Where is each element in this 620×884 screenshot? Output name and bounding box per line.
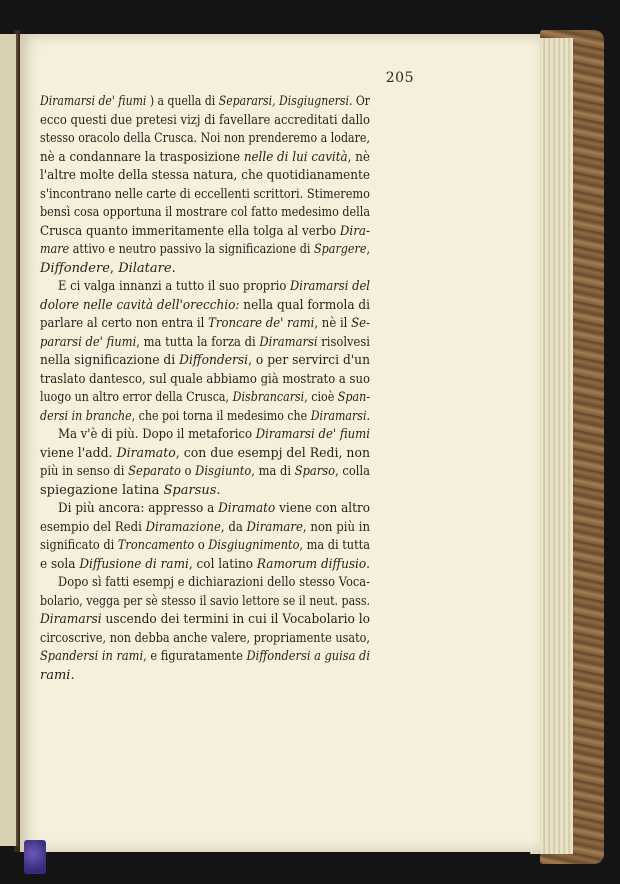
text-run: Crusca quanto immeritamente ella tolga al verbo — [40, 223, 340, 239]
text-run: . — [70, 667, 75, 683]
text-run: viene l'add. — [40, 445, 117, 461]
text-run: , o per servirci d'un — [248, 353, 370, 368]
text-run: , colla — [335, 464, 370, 479]
text-run: più in senso di — [40, 464, 129, 479]
italic-term: pararsi de' fiumi — [40, 334, 137, 350]
text-line — [40, 462, 370, 482]
text-line — [40, 555, 370, 575]
text-line — [40, 592, 370, 612]
text-run: ecco questi due pretesi vizj di favellare accreditati dallo — [40, 112, 370, 128]
text-run: , con due esempj del Redi, non — [175, 445, 370, 461]
text-run: . — [366, 408, 370, 424]
text-run: stesso oracolo della Crusca. Noi non prenderemo a lodare, — [40, 131, 370, 146]
text-run: circoscrive, non debba anche valere, propriamente usato, — [40, 630, 370, 646]
text-line — [40, 314, 370, 334]
text-run: attivo e neutro passivo la significazione di — [69, 242, 315, 257]
text-run: uscendo dei termini in cui il Vocabolario lo — [101, 612, 371, 627]
italic-term: Diffondersi a guisa di — [246, 649, 370, 664]
italic-term: Diramarsi — [310, 408, 367, 424]
text-run: E ci valga innanzi a tutto il suo proprio — [58, 279, 291, 294]
text-run: , e figuratamente — [143, 649, 247, 664]
text-line — [40, 647, 370, 667]
italic-term: Dilatare — [118, 260, 172, 276]
library-stamp — [24, 840, 46, 874]
text-line — [40, 629, 370, 649]
italic-term: Diramare — [246, 519, 303, 535]
text-line — [40, 240, 370, 260]
text-run: , nè — [347, 149, 370, 165]
text-line — [58, 573, 370, 593]
text-run: , ma di — [251, 464, 295, 479]
text-line — [40, 481, 221, 501]
text-run: luogo un altro error della Crusca, — [40, 390, 233, 405]
italic-term: Sparsus — [163, 482, 217, 498]
text-run: , nè il — [314, 316, 352, 331]
text-line — [40, 388, 370, 408]
text-line — [40, 333, 370, 353]
previous-page-edge — [0, 34, 18, 846]
italic-term: Spandersi in rami — [40, 649, 144, 664]
text-run: s'incontrano nelle carte di eccellenti scrittori. Stimeremo — [40, 186, 370, 202]
text-line — [58, 277, 370, 297]
text-line — [40, 148, 370, 168]
italic-term: Ramorum diffusio — [256, 556, 367, 572]
text-run: Ma v'è di più. Dopo il metaforico — [58, 427, 256, 442]
text-run: . — [171, 260, 176, 276]
italic-term: nelle di lui cavità — [243, 149, 348, 165]
text-line — [40, 351, 370, 371]
italic-term: Spargere — [314, 242, 367, 257]
text-line — [40, 259, 176, 279]
text-line — [40, 111, 370, 131]
text-run: esempio del Redi — [40, 519, 146, 535]
text-line — [40, 518, 370, 538]
text-run: bensì cosa opportuna il mostrare col fatto medesimo della — [40, 205, 370, 220]
text-line — [40, 444, 370, 464]
italic-term: Diramazione — [145, 519, 221, 535]
text-line — [40, 296, 370, 316]
italic-term: Diramarsi — [40, 612, 102, 627]
italic-term: Se- — [351, 316, 370, 331]
text-line — [58, 499, 370, 519]
text-run: o — [194, 538, 209, 553]
italic-term: rami — [40, 667, 71, 683]
text-run: , col latino — [188, 556, 257, 572]
italic-term: Troncare de' rami — [208, 316, 315, 331]
text-run: . — [216, 482, 221, 498]
italic-term: Diramato — [116, 445, 176, 461]
text-run: , da — [220, 519, 247, 535]
text-line — [40, 536, 370, 556]
text-run: , — [109, 260, 119, 276]
text-run: , cioè — [304, 390, 338, 405]
text-run: risolvesi — [317, 334, 370, 350]
text-run: viene con altro — [275, 501, 370, 516]
italic-term: Diramato — [218, 501, 276, 516]
italic-term: Diramarsi de' fiumi — [255, 427, 370, 442]
italic-term: Diramarsi — [259, 334, 318, 350]
text-line — [40, 166, 370, 186]
italic-term: Diffusione di rami — [79, 556, 189, 572]
text-run: . Or — [348, 94, 370, 109]
page-number: 205 — [385, 70, 414, 86]
text-run: , — [366, 242, 370, 257]
italic-term: Span- — [337, 390, 370, 405]
italic-term: dolore nelle cavità dell'orecchio: — [40, 297, 240, 313]
text-run: Dopo sì fatti esempj e dichiarazioni dello stesso Voca- — [58, 575, 370, 590]
text-run: , ma tutta la forza di — [136, 334, 260, 350]
italic-term: dersi in branche — [40, 408, 132, 424]
text-line — [40, 92, 370, 112]
text-run: nella significazione di — [40, 353, 180, 368]
text-run: traslato dantesco, sul quale abbiamo già mostrato a suo — [40, 371, 370, 387]
text-run: , ma di tutta — [299, 538, 370, 553]
italic-term: Sparso — [294, 464, 336, 479]
text-line — [40, 129, 370, 149]
text-line — [40, 370, 370, 390]
italic-term: Disgiunto — [195, 464, 252, 479]
text-run: spiegazione latina — [40, 482, 164, 498]
text-line — [40, 407, 370, 427]
italic-term: Dira- — [339, 223, 370, 239]
text-line — [58, 425, 370, 445]
italic-term: Diffondersi — [179, 353, 249, 368]
italic-term: Separato — [128, 464, 181, 479]
italic-term: Separarsi, Disgiugnersi — [218, 94, 349, 109]
italic-term: Troncamento — [117, 538, 195, 553]
text-line — [40, 185, 370, 205]
text-run: l'altre molte della stessa natura, che quotidianamente — [40, 168, 370, 183]
text-line — [40, 666, 75, 686]
text-run: ) a quella di — [146, 94, 219, 109]
text-run: e sola — [40, 556, 80, 572]
text-run: bolario, vegga per sè stesso il savio lettore se il neut. pass. — [40, 593, 370, 609]
text-run: nè a condannare la trasposizione — [40, 149, 244, 165]
text-run: . — [366, 556, 370, 572]
italic-term: Diramarsi de' fiumi — [40, 94, 147, 109]
text-line — [40, 203, 370, 223]
text-line — [40, 610, 370, 630]
italic-term: mare — [40, 242, 70, 257]
text-run: nella qual formola di — [239, 297, 370, 313]
italic-term: Diramarsi del — [290, 279, 370, 294]
text-run: , non più in — [302, 519, 370, 535]
text-run: parlare al certo non entra il — [40, 316, 209, 331]
text-run: , che poi torna il medesimo che — [131, 408, 311, 424]
text-run: significato di — [40, 538, 118, 553]
italic-term: Disgiugnimento — [208, 538, 300, 553]
text-run: Di più ancora: appresso a — [58, 501, 219, 516]
text-run: o — [180, 464, 196, 479]
text-line — [40, 222, 370, 242]
italic-term: Disbrancarsi — [232, 390, 305, 405]
italic-term: Diffondere — [40, 260, 110, 276]
